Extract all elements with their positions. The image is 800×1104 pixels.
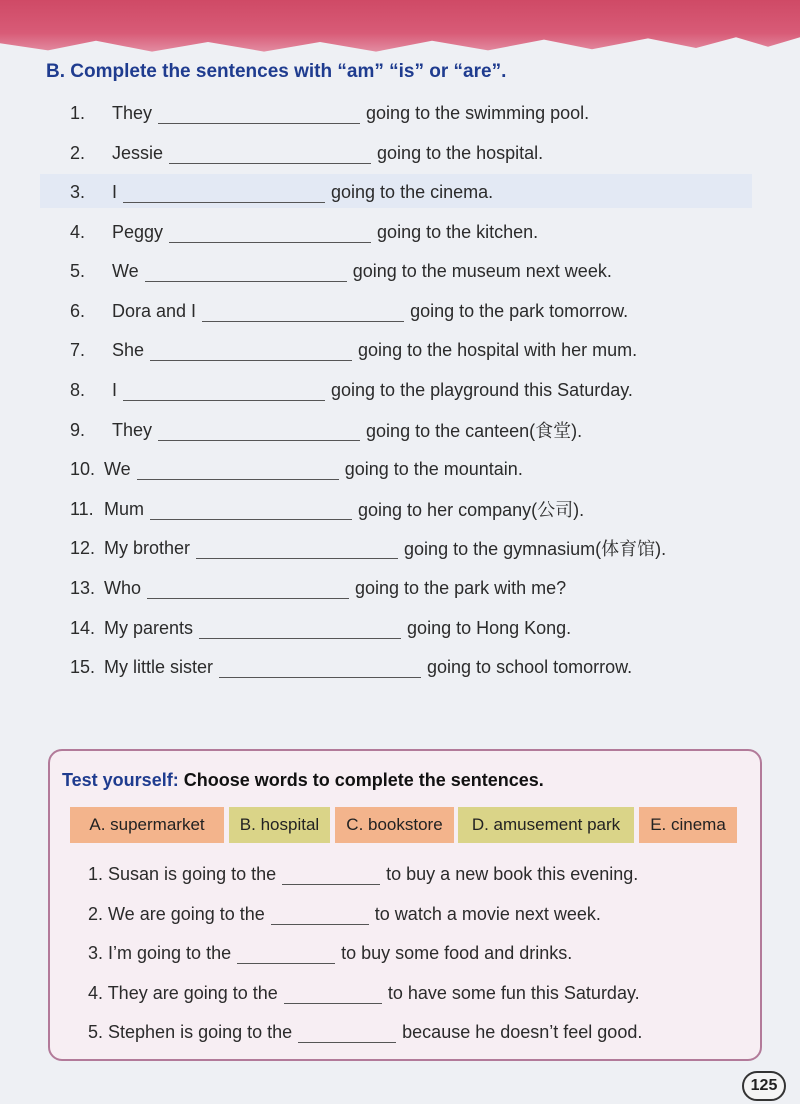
- item-subject: They: [112, 419, 153, 440]
- sentence-row: [70, 417, 582, 443]
- test-item-before: 4. They are going to the: [88, 982, 278, 1003]
- item-rest: going to the park with me?: [355, 577, 567, 598]
- item-rest: going to her company(公司).: [358, 500, 585, 520]
- sentence-row: [70, 456, 523, 482]
- test-item-before: 5. Stephen is going to the: [88, 1021, 293, 1042]
- answer-blank[interactable]: [219, 657, 421, 678]
- item-number: 9.: [70, 419, 86, 440]
- test-item-before: 3. I’m going to the: [88, 942, 232, 963]
- item-number: 2.: [70, 142, 86, 163]
- test-sentence-row: [88, 980, 640, 1006]
- item-rest: going to the kitchen.: [377, 221, 539, 242]
- section-b-title: B. Complete the sentences with “am” “is” or “are”.: [46, 61, 507, 82]
- test-item-before: 1. Susan is going to the: [88, 863, 277, 884]
- answer-blank[interactable]: [123, 182, 325, 203]
- sentence-row: [70, 337, 637, 363]
- answer-blank[interactable]: [199, 618, 401, 639]
- answer-blank[interactable]: [145, 261, 347, 282]
- test-item-after: because he doesn’t feel good.: [402, 1021, 643, 1042]
- answer-blank[interactable]: [196, 538, 398, 559]
- item-subject: We: [104, 458, 131, 479]
- item-subject: We: [112, 260, 139, 281]
- sentence-row: [70, 654, 632, 680]
- answer-blank[interactable]: [282, 864, 380, 885]
- answer-blank[interactable]: [284, 983, 382, 1004]
- answer-blank[interactable]: [137, 459, 339, 480]
- item-number: 8.: [70, 379, 86, 400]
- item-rest: going to the park tomorrow.: [410, 300, 629, 321]
- word-option-c: C. bookstore: [335, 807, 454, 843]
- answer-blank[interactable]: [150, 340, 352, 361]
- item-subject: Mum: [104, 498, 144, 519]
- item-rest: going to the hospital with her mum.: [358, 339, 638, 360]
- test-item-after: to buy some food and drinks.: [341, 942, 573, 963]
- item-number: 11.: [70, 498, 94, 519]
- word-option-a: A. supermarket: [70, 807, 224, 843]
- sentence-row: [70, 100, 589, 126]
- item-number: 6.: [70, 300, 86, 321]
- sentence-row: [70, 140, 543, 166]
- answer-blank[interactable]: [150, 499, 352, 520]
- item-subject: Dora and I: [112, 300, 197, 321]
- answer-blank[interactable]: [158, 420, 360, 441]
- test-item-after: to watch a movie next week.: [374, 903, 601, 924]
- test-yourself-instruction: Choose words to complete the sentences.: [183, 770, 544, 790]
- item-rest: going to the swimming pool.: [366, 102, 590, 123]
- item-subject: My little sister: [104, 656, 214, 677]
- item-subject: My parents: [104, 617, 194, 638]
- item-number: 3.: [70, 181, 86, 202]
- item-number: 7.: [70, 339, 86, 360]
- test-yourself-heading: [62, 770, 544, 791]
- sentence-row: [70, 615, 571, 641]
- test-sentence-row: [88, 901, 601, 927]
- test-sentence-row: [88, 861, 638, 887]
- item-number: 4.: [70, 221, 86, 242]
- item-subject: Who: [104, 577, 142, 598]
- item-subject: She: [112, 339, 145, 360]
- answer-blank[interactable]: [271, 904, 369, 925]
- sentence-row: [70, 575, 566, 601]
- item-rest: going to the canteen(食堂).: [366, 421, 583, 441]
- test-sentence-row: [88, 1019, 642, 1045]
- item-rest: going to the mountain.: [344, 458, 523, 479]
- item-rest: going to Hong Kong.: [407, 617, 572, 638]
- sentence-row: [70, 219, 538, 245]
- answer-blank[interactable]: [147, 578, 349, 599]
- answer-blank[interactable]: [298, 1022, 396, 1043]
- sentence-row: [70, 377, 633, 403]
- item-subject: Peggy: [112, 221, 164, 242]
- sentence-row: [70, 298, 628, 324]
- answer-blank[interactable]: [123, 380, 325, 401]
- answer-blank[interactable]: [202, 301, 404, 322]
- item-number: 1.: [70, 102, 86, 123]
- item-rest: going to the hospital.: [377, 142, 544, 163]
- answer-blank[interactable]: [158, 103, 360, 124]
- sentence-row: [70, 496, 584, 522]
- item-subject: My brother: [104, 537, 191, 558]
- item-subject: I: [112, 181, 118, 202]
- item-subject: I: [112, 379, 118, 400]
- decorative-header-banner: [0, 0, 800, 60]
- sentence-row: [70, 535, 666, 561]
- item-number: 5.: [70, 260, 86, 281]
- test-sentence-row: [88, 940, 572, 966]
- word-option-b: B. hospital: [229, 807, 330, 843]
- page-number: 125: [742, 1071, 786, 1101]
- item-rest: going to the gymnasium(体育馆).: [404, 539, 667, 559]
- test-item-after: to buy a new book this evening.: [386, 863, 639, 884]
- item-number: 13.: [70, 577, 96, 598]
- item-rest: going to school tomorrow.: [427, 656, 633, 677]
- item-rest: going to the museum next week.: [352, 260, 612, 281]
- word-option-d: D. amusement park: [458, 807, 634, 843]
- test-item-before: 2. We are going to the: [88, 903, 265, 924]
- answer-blank[interactable]: [237, 943, 335, 964]
- test-yourself-label: Test yourself:: [62, 770, 179, 790]
- item-rest: going to the playground this Saturday.: [331, 379, 633, 400]
- item-number: 10.: [70, 458, 96, 479]
- answer-blank[interactable]: [169, 143, 371, 164]
- item-number: 14.: [70, 617, 96, 638]
- test-item-after: to have some fun this Saturday.: [387, 982, 640, 1003]
- item-rest: going to the cinema.: [331, 181, 494, 202]
- sentence-row: [70, 258, 612, 284]
- item-subject: They: [112, 102, 153, 123]
- answer-blank[interactable]: [169, 222, 371, 243]
- word-option-e: E. cinema: [639, 807, 737, 843]
- item-subject: Jessie: [112, 142, 164, 163]
- item-number: 12.: [70, 537, 96, 558]
- sentence-row: [70, 179, 493, 205]
- item-number: 15.: [70, 656, 96, 677]
